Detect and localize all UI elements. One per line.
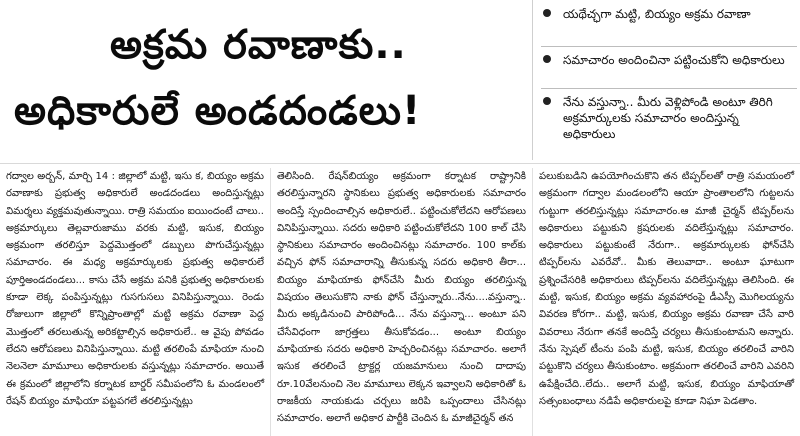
highlight-text: యథేచ్ఛగా మట్టి, బియ్యం అక్రమ రవాణా — [563, 7, 751, 21]
headline — [0, 0, 530, 160]
highlight-text: సమాచారం అందించినా పట్టించుకోని అధికారులు — [563, 53, 785, 67]
headline-line-2: అధికారులే అండదండలు! — [14, 88, 422, 134]
highlight-divider — [541, 88, 797, 89]
section-divider — [0, 163, 800, 164]
article-column-2: తెలిసింది. రేషన్‌బియ్యం అక్రమంగా కర్నాటక రాష్ట్రానికి తరలిస్తున్నారని స్థానికులు ప్రభుత్వ అధికారులకు సమాచారం అందిస్తే స్పందించాల్సిన అధికారులే.. పట్టించుకోలేదని ఆరోపణలు వినిపిస్తున్నాయి. సదరు అధికారి పట్టించుకోలేదని 100 కాల్ చేసి స్థానికులు సమాచారం అందించినట్లు సమాచారం. 100 కాల్‌కు వచ్చిన ఫోన్ సమాచారాన్ని తీసుకున్న సదరు అధికారి తీరా... బియ్యం మాఫియాకు ఫోన్‌చేసి మీరు బియ్యం తరలిస్తున్న విషయం తెలుసుకొని నాకు ఫోన్ చేస్తున్నారు..నేను....వస్తున్నా.. మీరు అక్కడినుంచి పారిపోండి... నేను వస్తున్నా... అంటూ పని చేసేవిధంగా జాగ్రత్తలు తీసుకోవడం... అంటూ బియ్యం మాఫియాకు సదరు అధికారి హెచ్చరించినట్లు సమాచారం. అలాగే ఇసుక తరలించే ట్రాక్టర్ల యజమానులు నుంచి దాదాపు రూ.10వేలనుంచి నెల మామూలు లెక్కన ఇవ్వాలని అధికారితో ఓ రాజకీయ నాయకుడు చర్చలు జరిపి ఒప్పందాలు చేసినట్లు సమాచారం. అలాగే అధికార పార్టీకి చెందిన ఓ మాజీచైర్మన్ తన — [270, 168, 532, 436]
article-body — [0, 168, 800, 436]
highlight-item — [533, 6, 795, 22]
highlight-item — [533, 94, 795, 142]
highlight-item — [533, 52, 795, 68]
headline-line-1: అక్రమ రవాణాకు.. — [110, 22, 407, 68]
article-column-1: గద్వాల అర్బన్, మార్చి 14 : జిల్లాలో మట్టి, ఇసు క, బియ్యం అక్రమ రవాణాకు ప్రభుత్వ అధికారులే అండదండలు అందిస్తున్నట్లు విమర్శలు వ్యక్తమవుతున్నాయి. రాత్రి సమయం ఐయిందంటే చాలు.. అక్రమార్కులు తెల్లవారుజాము వరకు మట్టి, ఇసుక, బియ్యం అక్రమంగా తరలిస్తూ పెద్దమొత్తంలో డబ్బులు పొగుచేస్తున్నట్లు సమాచారం. ఈ మధ్య అక్రమార్కులకు ప్రభుత్వ అధికారులే పూర్తిఅండదండలు... కాసు చేసే అక్రమ పనికి ప్రభుత్వ అధికారులకు కూడా లెక్క పంపిస్తున్నట్లు గుసగుసలు వినిపిస్తున్నాయి. రెండు రోజులుగా జిల్లాలో కొన్నిప్రాంతాల్లో మట్టి అక్రమ రవాణా పెద్ద మొత్తంలో తరలుతున్న అరికట్టాల్సిన అధికారులే.. ఆ వైపు పోవడం లేదని ఆరోపణలు వినిపిస్తున్నాయి. మట్టి తరలింపే మాఫియా నుంచి నెలనెలా మామూలు అధికారులకు వస్తున్నట్లు సమాచారం. అయితే ఈ క్రమంలో జిల్లాలోని కర్నాటక బార్డర్ సమీపంలోని ఓ మండలంలో రేషన్ బియ్యం మాఫియా పట్టపగలే తరలిస్తున్నట్లు — [6, 171, 264, 407]
bullet-icon — [543, 9, 551, 17]
bullet-icon — [543, 55, 551, 63]
highlight-divider — [541, 46, 797, 47]
article-column-3: పలుకుబడిని ఉపయోగించుకొని తన టిప్పర్‌లతో రాత్రి సమయంలో అక్రమంగా గద్వాల మండలంలోని ఆయా ప్రాంతాలలోని గుట్టలను గుట్టుగా తరలిస్తున్నట్లు సమాచారం.ఆ మాజీ చైర్మన్ టిప్పర్‌లను అధికారులు పట్టుకుని క్రషరులకు వదిలేస్తున్నట్లు సమాచారం. అధికారులు పట్టుకుంటే నేరుగా.. అక్రమార్కులకు ఫోన్‌చేసి టిప్పర్‌లను ఎవరేవో.. మీకు తెలువాదా.. అంటూ ఘాటుగా ప్రశ్నించేసరికి అధికారులు టిప్పర్‌లను వదిలేస్తున్నట్లు తెలిసింది. ఈ మట్టి, ఇసుక, బియ్యం అక్రమ వ్యవహారంపై డీఎస్పీ మొగిలయ్యను వివరణ కోరగా.. మట్టి, ఇసుక, బియ్యం అక్రమ రవాణా చేసే వారి వివరాలు నేరుగా తనకే అందిస్తే చర్యలు తీసుకుంటామని అన్నారు. నేను స్పెషల్ టీంను పంపి మట్టి, ఇసుక, బియ్యం తరలించే వారిని పట్టుకొని చర్యలు తీసుకుంటాం. అక్రమంగా తరలించే వారిని ఎవరిని ఉపేక్షించేది..లేదు.. అలాగే మట్టి, ఇసుక, బియ్యం మాఫియాతో సత్సంబంధాలు నడిపే అధికారులపై కూడా నిఘా పెడతాం. — [532, 168, 800, 436]
bullet-icon — [543, 97, 551, 105]
highlight-text: నేను వస్తున్నా.. మీరు వెళ్లిపోండి అంటూ తిరిగి అక్రమార్కులకు సమాచారం అందిస్తున్న అధికారులు — [563, 95, 773, 141]
highlights-box — [532, 0, 800, 160]
